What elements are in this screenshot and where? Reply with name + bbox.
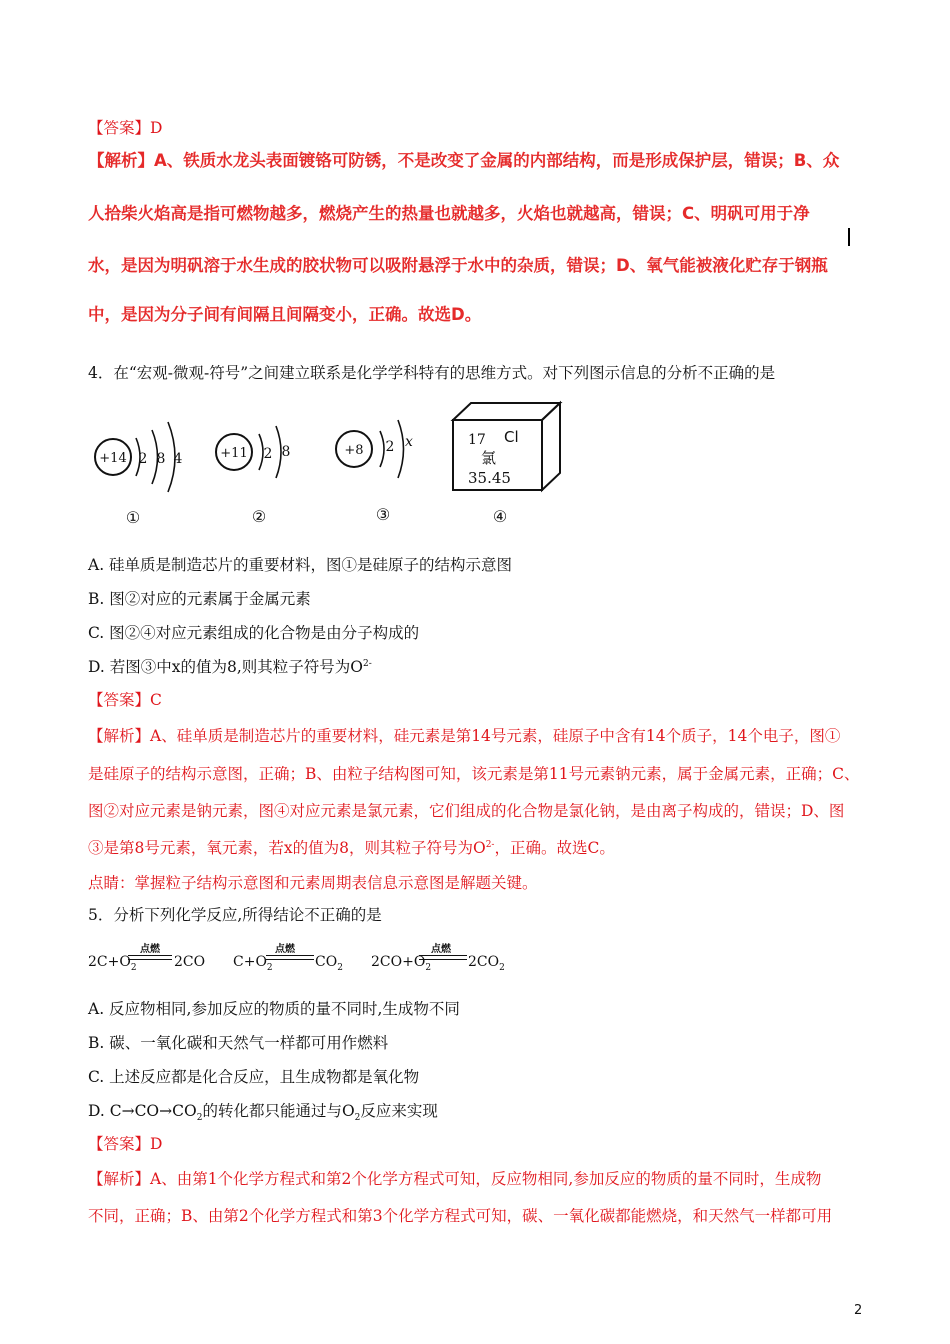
- q4-analysis-line-2: 是硅原子的结构示意图，正确；B、由粒子结构图可知，该元素是第11号元素钠元素，属于金属元素，正确；C、: [88, 765, 860, 783]
- q3-analysis-line-4: 中，是因为分子间有间隔且间隔变小，正确。故选D。: [88, 305, 482, 324]
- text-cursor: [848, 228, 850, 246]
- q4-option-a: A. 硅单质是制造芯片的重要材料，图①是硅原子的结构示意图: [88, 556, 513, 574]
- svg-text:4: 4: [173, 451, 183, 467]
- q4-analysis-line-3: 图②对应元素是钠元素，图④对应元素是氯元素，它们组成的化合物是氯化钠，是由离子构成的，错误；D、图: [88, 802, 845, 820]
- q4-stem: 4．在“宏观-微观-符号”之间建立联系是化学学科特有的思维方式。对下列图示信息的分析不正确的是: [88, 364, 776, 382]
- svg-text:8: 8: [156, 451, 166, 467]
- equation-2: $C+O_2$ 点燃 $CO_2$: [233, 944, 343, 973]
- q4-answer: 【答案】C: [88, 691, 162, 709]
- svg-text:④: ④: [492, 507, 508, 526]
- atomic-structure-figure: [88, 398, 568, 533]
- q5-option-c: C. 上述反应都是化合反应，且生成物都是氧化物: [88, 1068, 420, 1086]
- q4-analysis-line-4: ③是第8号元素，氧元素，若x的值为8，则其粒子符号为$O^{2-}$，正确。故选C。: [88, 839, 615, 857]
- svg-text:2: 2: [138, 451, 148, 467]
- svg-text:+8: +8: [344, 443, 364, 458]
- q4-option-b: B. 图②对应的元素属于金属元素: [88, 590, 311, 608]
- svg-text:氯: 氯: [481, 449, 497, 467]
- q3-analysis-line-2: 人拾柴火焰高是指可燃物越多，燃烧产生的热量也就越多，火焰也就越高，错误；C、明矾可用于净: [88, 204, 810, 223]
- svg-text:①: ①: [125, 508, 141, 527]
- svg-text:35.45: 35.45: [468, 469, 511, 487]
- svg-text:+11: +11: [220, 446, 248, 461]
- equation-1: $2C+O_2$ 点燃 2CO: [88, 944, 206, 973]
- q5-stem: 5．分析下列化学反应,所得结论不正确的是: [88, 906, 382, 924]
- q5-analysis-line-2: 不同，正确；B、由第2个化学方程式和第3个化学方程式可知，碳、一氧化碳都能燃烧，和天然气一样都可用: [88, 1207, 833, 1225]
- svg-text:②: ②: [251, 507, 267, 526]
- q4-analysis-line-1: 【解析】A、硅单质是制造芯片的重要材料，硅元素是第14号元素，硅原子中含有14个质子，14个电子，图①: [88, 727, 841, 745]
- element-card-chlorine: [453, 403, 560, 526]
- q5-answer: 【答案】D: [88, 1135, 163, 1153]
- q5-option-b: B. 碳、一氧化碳和天然气一样都可用作燃料: [88, 1034, 389, 1052]
- q4-option-d: D. 若图③中x的值为8,则其粒子符号为$O^{2-}$: [88, 658, 372, 676]
- svg-text:2: 2: [385, 439, 395, 455]
- atom-diagram-silicon: [95, 422, 183, 527]
- equation-3: $2CO+O_2$ 点燃 $2CO_2$: [371, 944, 505, 973]
- atom-diagram-sodium: [216, 426, 290, 526]
- svg-text:2: 2: [263, 446, 273, 462]
- q5-analysis-line-1: 【解析】A、由第1个化学方程式和第2个化学方程式可知，反应物相同,参加反应的物质的量不同时，生成物: [88, 1170, 822, 1188]
- page-number: 2: [854, 1303, 863, 1318]
- svg-text:17: 17: [468, 432, 486, 448]
- svg-text:+14: +14: [99, 451, 127, 466]
- atom-diagram-oxygen: [336, 420, 413, 524]
- svg-text:x: x: [405, 434, 413, 450]
- svg-text:8: 8: [281, 444, 291, 460]
- q5-option-a: A. 反应物相同,参加反应的物质的量不同时,生成物不同: [88, 1000, 460, 1018]
- svg-text:③: ③: [375, 505, 391, 524]
- q3-analysis-line-1: 【解析】A、铁质水龙头表面镀铬可防锈，不是改变了金属的内部结构，而是形成保护层，错误；B、众: [88, 151, 840, 170]
- q3-analysis-line-3: 水，是因为明矾溶于水生成的胶状物可以吸附悬浮于水中的杂质，错误；D、氧气能被液化贮存于钢瓶: [88, 256, 828, 275]
- q4-tip: 点睛：掌握粒子结构示意图和元素周期表信息示意图是解题关键。: [88, 874, 538, 892]
- svg-text:Cl: Cl: [504, 428, 519, 446]
- q4-option-c: C. 图②④对应元素组成的化合物是由分子构成的: [88, 624, 420, 642]
- q3-answer: 【答案】D: [88, 119, 163, 137]
- q5-option-d: D. $C\to CO\to CO_2$的转化都只能通过与$O_2$反应来实现: [88, 1102, 438, 1124]
